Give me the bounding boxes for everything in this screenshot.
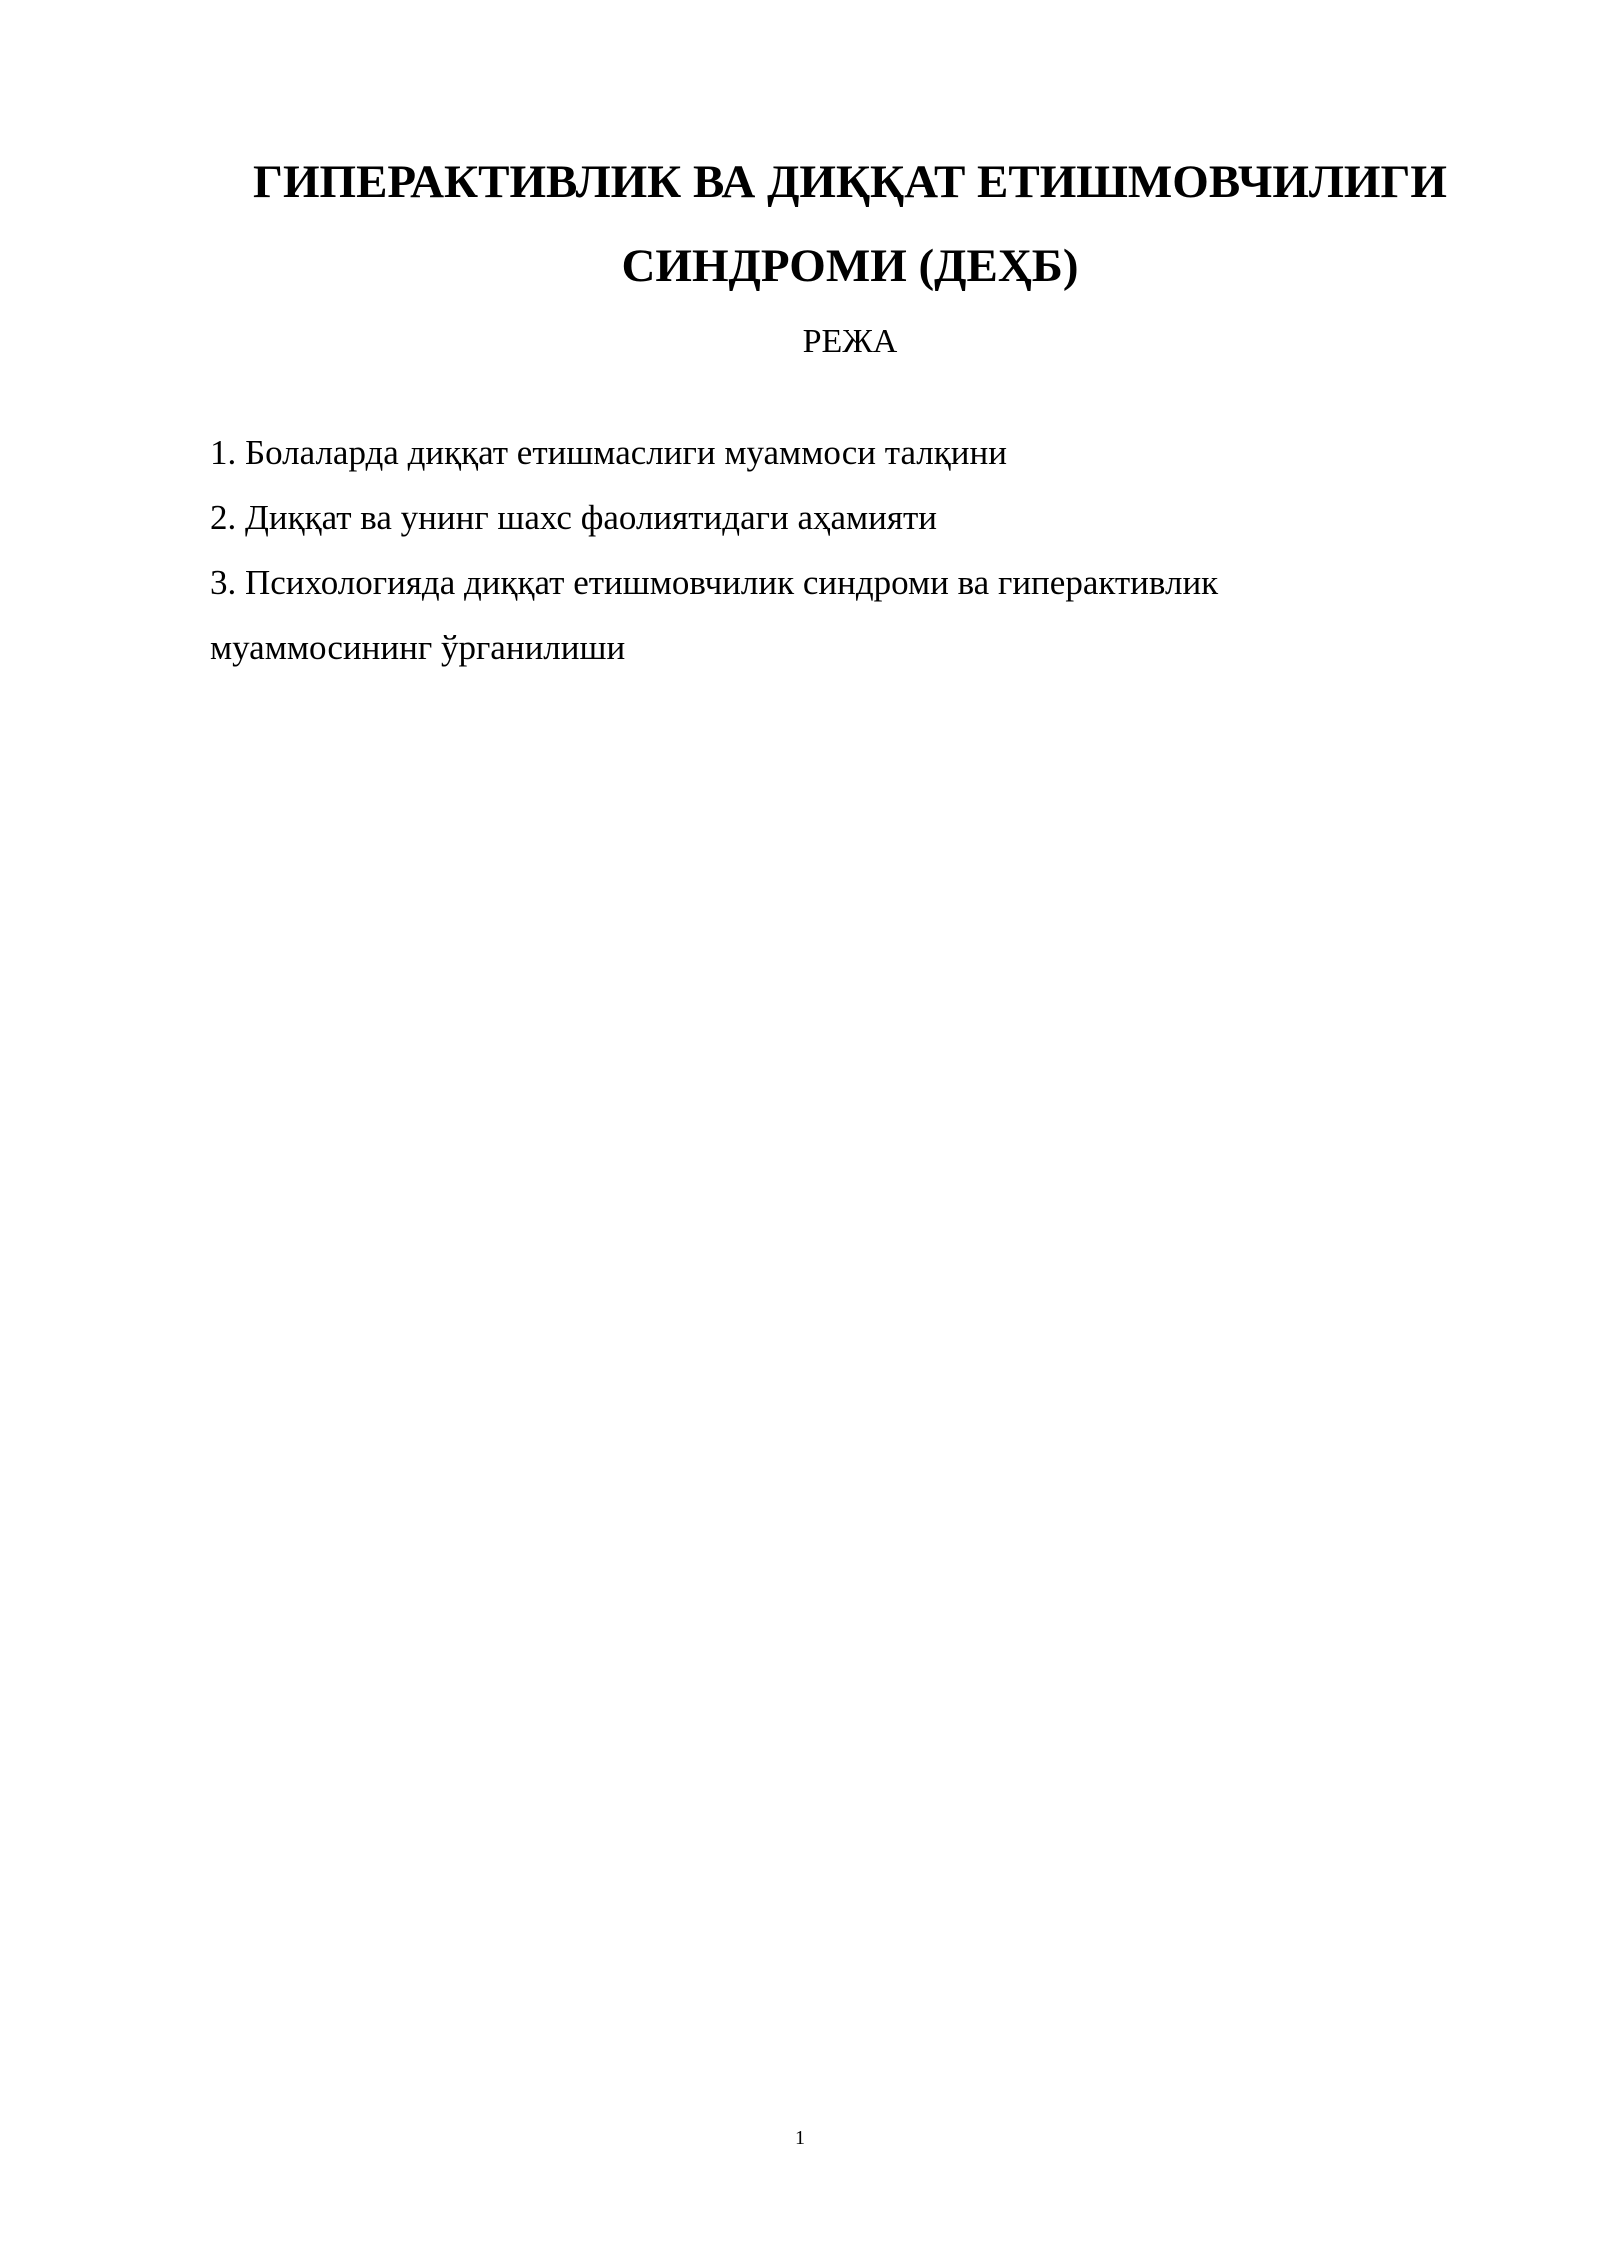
plan-item: 3. Психологияда диққат етишмовчилик синдроми ва гиперактивлик муаммосининг ўрганилиши bbox=[210, 563, 1219, 667]
title-line-1: ГИПЕРАКТИВЛИК ВА ДИҚҚАТ ЕТИШМОВЧИЛИГИ bbox=[253, 156, 1447, 208]
plan-heading: РЕЖА bbox=[802, 323, 898, 360]
plan-item: 1. Болаларда диққат етишмаслиги муаммоси талқини bbox=[210, 433, 1007, 472]
title-line-2: СИНДРОМИ (ДЕҲБ) bbox=[621, 240, 1079, 292]
plan-item: 2. Диққат ва унинг шахс фаолиятидаги аҳамияти bbox=[210, 498, 938, 537]
page-number: 1 bbox=[795, 2127, 805, 2149]
document-title bbox=[210, 140, 1490, 308]
plan-list bbox=[210, 420, 1390, 680]
